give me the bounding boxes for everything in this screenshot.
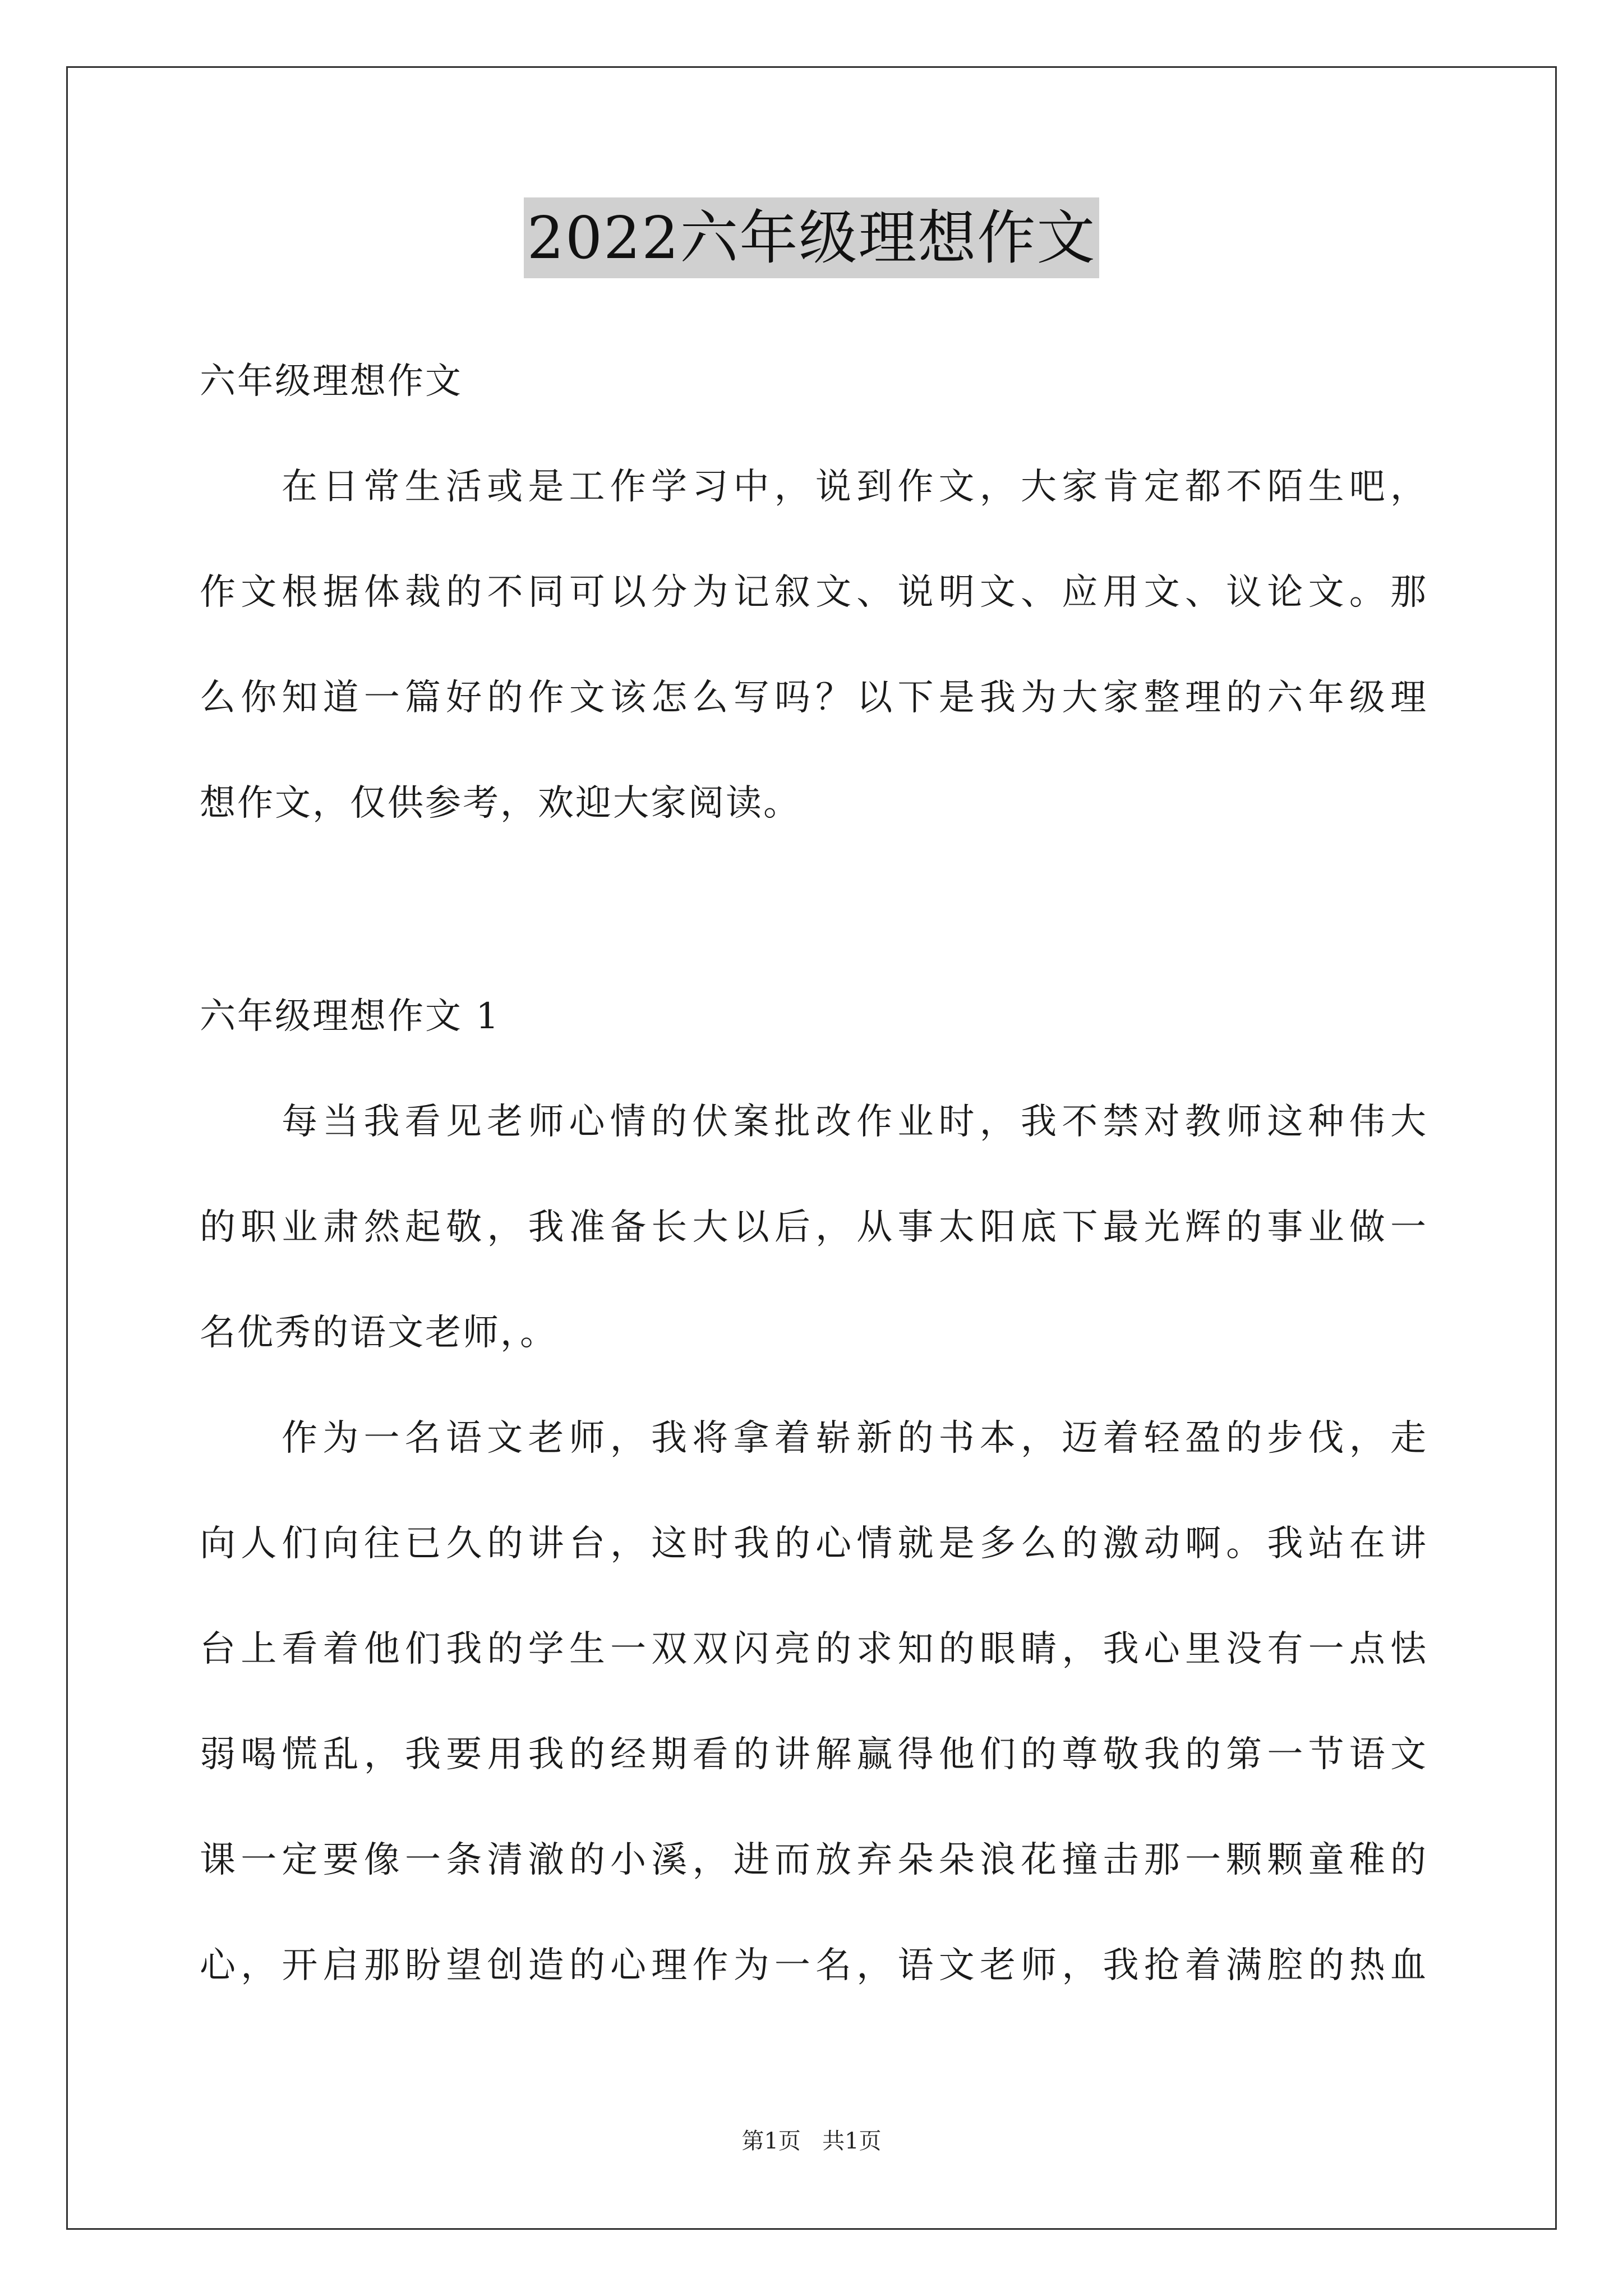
page-footer <box>0 2127 1623 2155</box>
paragraph-line: 心，开启那盼望创造的心理作为一名，语文老师，我抢着满腔的热血 <box>200 1945 1428 1986</box>
page-number: 第1页 <box>741 2128 801 2154</box>
paragraph-line: 课一定要像一条清澈的小溪，进而放弃朵朵浪花撞击那一颗颗童稚的 <box>200 1839 1428 1881</box>
intro-line: 在日常生活或是工作学习中，说到作文，大家肯定都不陌生吧， <box>282 466 1428 508</box>
paragraph-line: 向人们向往已久的讲台，这时我的心情就是多么的激动啊。我站在讲 <box>200 1523 1428 1565</box>
paragraph-line: 名优秀的语文老师，。 <box>200 1312 557 1354</box>
intro-line: 么你知道一篇好的作文该怎么写吗？以下是我为大家整理的六年级理 <box>200 677 1428 719</box>
title-wrap <box>0 197 1623 278</box>
intro-line: 作文根据体裁的不同可以分为记叙文、说明文、应用文、议论文。那 <box>200 572 1428 613</box>
paragraph-line: 作为一名语文老师，我将拿着崭新的书本，迈着轻盈的步伐，走 <box>282 1418 1428 1459</box>
document-title: 2022六年级理想作文 <box>524 197 1100 278</box>
page-total: 共1页 <box>822 2128 882 2154</box>
paragraph-line: 台上看着他们我的学生一双双闪亮的求知的眼睛，我心里没有一点怯 <box>200 1628 1428 1670</box>
paragraph-line: 的职业肃然起敬，我准备长大以后，从事太阳底下最光辉的事业做一 <box>200 1207 1428 1248</box>
intro-line: 想作文，仅供参考，欢迎大家阅读。 <box>200 783 801 824</box>
paragraph-line: 弱喝慌乱，我要用我的经期看的讲解赢得他们的尊敬我的第一节语文 <box>200 1734 1428 1775</box>
section-heading: 六年级理想作文 1 <box>200 996 501 1037</box>
intro-heading: 六年级理想作文 <box>200 361 463 402</box>
paragraph-line: 每当我看见老师心情的伏案批改作业时，我不禁对教师这种伟大 <box>282 1101 1428 1143</box>
